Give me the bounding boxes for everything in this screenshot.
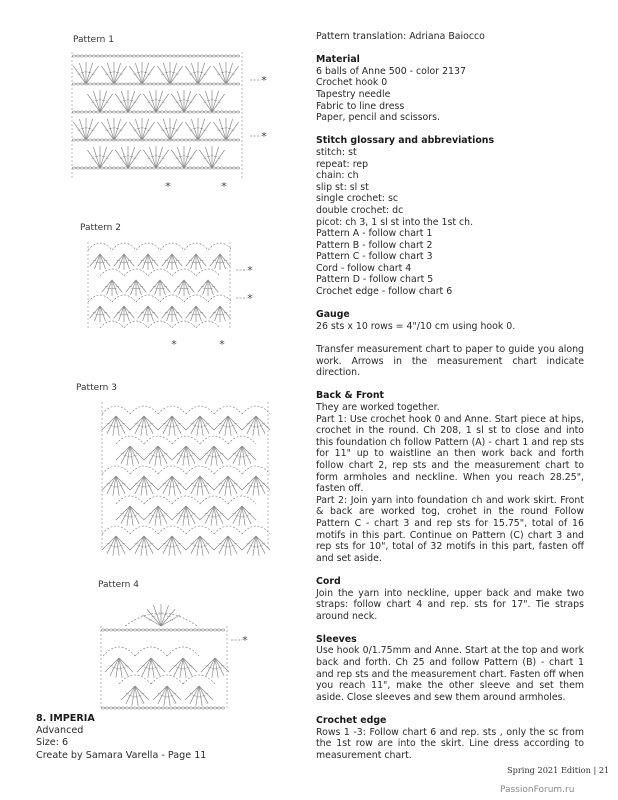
back-front-intro: They are worked together. bbox=[316, 402, 440, 413]
glossary-item: Pattern B - follow chart 2 bbox=[316, 239, 433, 251]
glossary-item: single crochet: sc bbox=[316, 193, 398, 205]
glossary-item: picot: ch 3, 1 sl st into the 1st ch. bbox=[316, 216, 474, 228]
back-front-part-2: Part 2: Join yarn into foundation ch and work skirt. Front & back are worked tog, crohet in the round Follow Pattern C - chart 3 and rep sts for 15.75", total of 16 motifs in this part. Continue on Pattern (C) chart 3 and rep sts for 10", total of 32 motifs in this part, fasten off and set aside. bbox=[316, 494, 584, 564]
pattern-3-chart bbox=[96, 398, 276, 556]
transfer-text: Transfer measurement chart to paper to guide you along work. Arrows in the measurement chart indicate direction. bbox=[316, 344, 584, 379]
material-item: Tapestry needle bbox=[316, 88, 391, 100]
back-front-heading: Back & Front bbox=[316, 390, 384, 402]
sleeves-text: Use hook 0/1.75mm and Anne. Start at the top and work back and forth. Ch 25 and follow Pattern (B) - chart 1 and rep sts and the measurement chart. Fasten off when you reach 11", make the other sleeve and set them aside. Close sleeves and sew them around armholes. bbox=[316, 645, 584, 703]
material-item: Fabric to line dress bbox=[316, 100, 405, 112]
cord-text: Join the yarn into neckline, upper back and make two straps: follow chart 4 and rep. sts for 17". Tie straps around neck. bbox=[316, 587, 584, 622]
pattern-4-chart bbox=[95, 596, 255, 714]
marker-star: * bbox=[247, 264, 253, 277]
sleeves-heading: Sleeves bbox=[316, 633, 357, 645]
glossary-item: Pattern D - follow chart 5 bbox=[316, 274, 434, 286]
glossary-item: repeat: rep bbox=[316, 158, 369, 170]
gauge-text: 26 sts x 10 rows = 4"/10 cm using hook 0. bbox=[316, 320, 516, 332]
project-credit: Create by Samara Varella - Page 11 bbox=[36, 749, 207, 761]
material-heading: Material bbox=[316, 54, 360, 66]
marker-star: * bbox=[219, 338, 225, 351]
glossary-item: Pattern C - follow chart 3 bbox=[316, 251, 433, 263]
material-item: Crochet hook 0 bbox=[316, 77, 388, 89]
marker-star: * bbox=[171, 338, 177, 351]
glossary-item: Pattern A - follow chart 1 bbox=[316, 228, 433, 240]
crochet-edge-text: Rows 1 -3: Follow chart 6 and rep. sts , only the sc from the 1st row are into the skirt. Line dress according to measurement chart. bbox=[316, 726, 584, 761]
crochet-edge-heading: Crochet edge bbox=[316, 715, 387, 727]
marker-star: * bbox=[221, 180, 227, 193]
translation-credit: Pattern translation: Adriana Baiocco bbox=[316, 31, 485, 42]
instructions-column bbox=[316, 31, 584, 761]
marker-star: * bbox=[261, 74, 267, 87]
pattern-1-chart bbox=[64, 48, 274, 196]
marker-star: * bbox=[247, 292, 253, 305]
marker-star: * bbox=[242, 634, 248, 647]
cord-heading: Cord bbox=[316, 575, 341, 587]
pattern-1-label: Pattern 1 bbox=[73, 35, 114, 45]
marker-star: * bbox=[165, 180, 171, 193]
material-item: 6 balls of Anne 500 - color 2137 bbox=[316, 65, 466, 77]
material-item: Paper, pencil and scissors. bbox=[316, 112, 440, 124]
charts-column bbox=[0, 0, 300, 800]
project-title: 8. IMPERIA bbox=[36, 713, 95, 724]
pattern-3-label: Pattern 3 bbox=[76, 383, 117, 393]
glossary-item: chain: ch bbox=[316, 170, 359, 182]
pattern-4-label: Pattern 4 bbox=[98, 580, 139, 590]
pattern-2-chart bbox=[80, 236, 260, 354]
gauge-heading: Gauge bbox=[316, 309, 350, 321]
watermark: PassionForum.ru bbox=[500, 785, 575, 795]
glossary-item: Cord - follow chart 4 bbox=[316, 262, 412, 274]
marker-star: * bbox=[261, 130, 267, 143]
glossary-item: Crochet edge - follow chart 6 bbox=[316, 286, 453, 298]
pattern-2-label: Pattern 2 bbox=[80, 223, 121, 233]
glossary-item: double crochet: dc bbox=[316, 204, 404, 216]
glossary-item: stitch: st bbox=[316, 146, 357, 158]
glossary-heading: Stitch glossary and abbreviations bbox=[316, 135, 495, 147]
project-size: Size: 6 bbox=[36, 737, 69, 749]
project-info bbox=[36, 713, 296, 762]
page-footer: Spring 2021 Edition | 21 bbox=[507, 765, 610, 775]
glossary-item: slip st: sl st bbox=[316, 181, 369, 193]
back-front-part-1: Part 1: Use crochet hook 0 and Anne. Start piece at hips, crochet in the round. Ch 208, 1 sl st to close and into this foundation ch follow Pattern (A) - chart 1 and rep sts for 11" up to waistline an then work back and forth follow chart 2, rep sts and the measurement chart to form armholes and neckline. When you reach 28.25", fasten off. bbox=[316, 413, 584, 495]
project-level: Advanced bbox=[36, 725, 84, 737]
